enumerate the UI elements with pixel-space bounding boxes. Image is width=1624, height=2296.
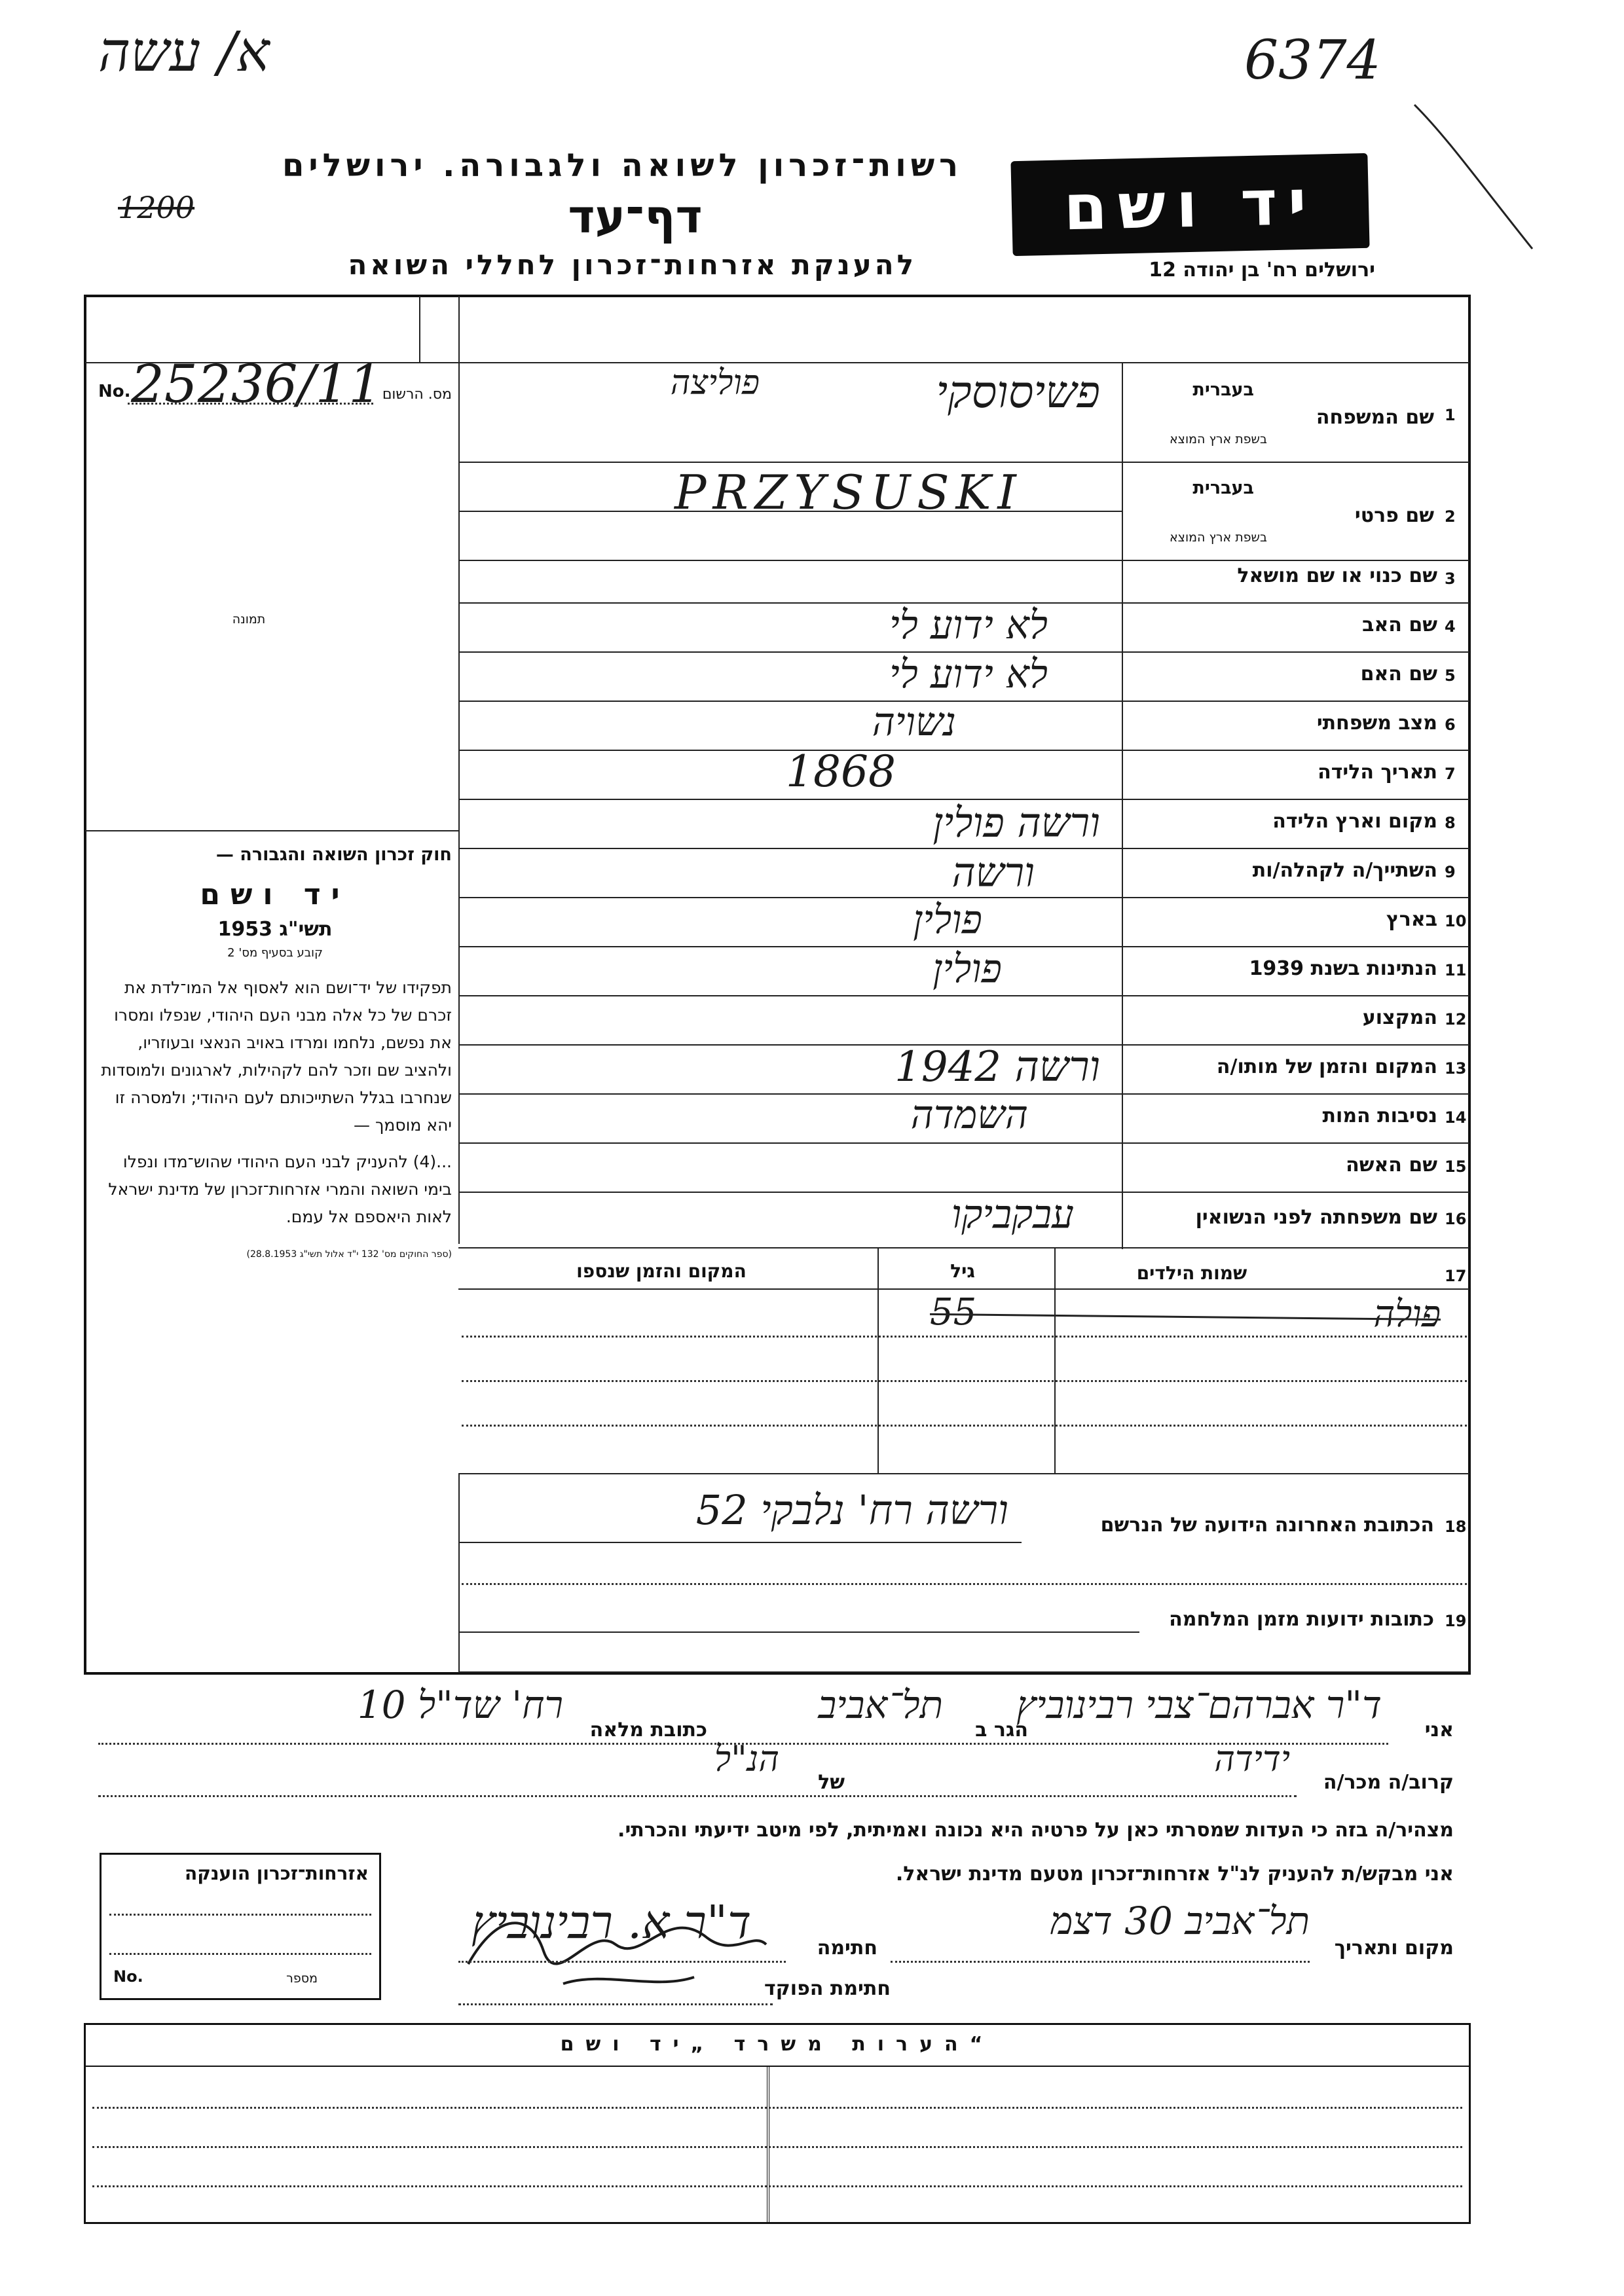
- registration-no-label: No.: [98, 382, 131, 401]
- field-1-value: פשיסוסקי: [936, 367, 1100, 418]
- full-address-label: כתובת מלאה: [589, 1719, 707, 1741]
- field-14-value: השמדה: [910, 1092, 1028, 1138]
- award-box: [100, 1853, 381, 2000]
- field-19-number: 19: [1445, 1612, 1467, 1630]
- field-14-number: 14: [1445, 1108, 1467, 1127]
- law-box: [98, 845, 452, 1260]
- law-paragraph-2: ...(4) להעניק לבני העם היהודי שהוש־מדו ונפלו בימי השואה והמרי אזרחות־זכרון של מדינת ישראל לאות היאספם אל עמם.: [108, 1152, 452, 1226]
- field-11-number: 11: [1445, 961, 1467, 979]
- field-5-number: 5: [1445, 666, 1456, 685]
- top-left-handwriting: א/ עשה: [98, 20, 270, 84]
- law-citation: (ספר החוקים מס' 132 י"ד אלול תשי"ג 28.8.1953): [246, 1249, 452, 1260]
- children-col-age: גיל: [950, 1260, 975, 1282]
- field-17-number: 17: [1445, 1267, 1467, 1285]
- field-7-value: 1868: [786, 746, 896, 797]
- field-9-value: ורשה: [951, 848, 1035, 896]
- field-10-value: פולין: [913, 897, 982, 943]
- field-2-sub: בשפת ארץ המוצא: [1169, 530, 1267, 545]
- struck-number: 1200: [118, 190, 195, 225]
- field-2-number: 2: [1445, 507, 1456, 526]
- registration-label: מס. הרשום: [382, 386, 452, 403]
- field-5-label: שם האם: [1360, 663, 1437, 685]
- field-18-label: הכתובת האחרונה הידועה של הנרשם: [1100, 1514, 1434, 1537]
- place-date-label: מקום ותאריך: [1334, 1937, 1454, 1959]
- of-value: הנ"ל: [714, 1738, 779, 1779]
- award-number-label: מספר: [286, 1971, 318, 1986]
- form-title: דף־עד: [568, 190, 703, 244]
- signature-label: חתימה: [817, 1937, 877, 1959]
- yad-vashem-logo: יד ושם: [1010, 153, 1369, 256]
- field-4-value: לא ידוע לי: [889, 602, 1048, 648]
- field-6-value: נשויה: [872, 699, 956, 745]
- field-13-value: ורשה 1942: [895, 1043, 1100, 1091]
- law-title: חוק זכרון השואה והגבורה —: [215, 845, 452, 865]
- office-notes-title: הערות משרד „יד ושם“: [560, 2033, 995, 2056]
- field-16-value: עבקביקו: [951, 1192, 1074, 1237]
- award-no-label: No.: [113, 1967, 143, 1986]
- field-18-number: 18: [1445, 1518, 1467, 1536]
- authority-name: רשות־זכרון לשואה ולגבורה. ירושלים: [282, 147, 963, 184]
- field-15-number: 15: [1445, 1157, 1467, 1176]
- form-subtitle: להענקת אזרחות־זכרון לחללי השואה: [348, 249, 917, 281]
- field-9-label: השתייך/ה לקהלה/ות: [1252, 859, 1437, 882]
- child-1-name: פולה: [1373, 1293, 1441, 1336]
- declarant-city: תל־אביב: [818, 1683, 943, 1727]
- field-9-number: 9: [1445, 863, 1456, 881]
- field-10-number: 10: [1445, 912, 1467, 930]
- of-label: של: [818, 1771, 845, 1794]
- award-box-title: אזרחות־זכרון הוענקה: [185, 1863, 369, 1884]
- children-col-place: המקום והזמן שנספו: [576, 1260, 747, 1282]
- place-date-value: תל־אביב 30 דצמ: [1050, 1899, 1310, 1943]
- declaration-statement-1: מצהיר/ה בזה כי העדות שמסרתי כאן על פרטיה היא נכונה ואמיתית, לפי מיטב ידיעתי והכרתי.: [618, 1819, 1454, 1842]
- children-col-names: שמות הילדים: [1136, 1262, 1247, 1284]
- field-14-label: נסיבות המות: [1322, 1104, 1437, 1127]
- relative-label: קרוב/ה מכר/ה: [1323, 1771, 1454, 1794]
- top-right-number: 6374: [1244, 29, 1381, 92]
- declaration-ani-label: אני: [1424, 1719, 1454, 1741]
- field-10-label: בארץ: [1386, 908, 1437, 931]
- field-3-number: 3: [1445, 570, 1456, 588]
- field-8-value: ורשה פולין: [932, 799, 1100, 847]
- corner-stroke: [1408, 98, 1539, 255]
- field-7-number: 7: [1445, 765, 1456, 783]
- field-6-number: 6: [1445, 716, 1456, 734]
- declarant-name: ד"ר אברהם־צבי רבינוביץ: [1016, 1683, 1382, 1727]
- registration-number: 25236/11: [131, 354, 382, 414]
- field-1-sub: בשפת ארץ המוצא: [1169, 432, 1267, 446]
- field-11-value: פולין: [932, 946, 1002, 992]
- declaration-statement-2: אני מבקש/ת להעניק לנ"ל אזרחות־זכרון מטעם מדינת ישראל.: [895, 1863, 1454, 1886]
- field-18-value: ורשה רח' נלבקי 52: [695, 1486, 1008, 1534]
- declarant-address: רח' שד"ל 10: [357, 1683, 563, 1727]
- field-3-label: שם כנוי או שם מושאל: [1237, 564, 1437, 587]
- logo-address: ירושלים רח' בן יהודה 12: [1149, 259, 1375, 282]
- field-2-label: שם פרטי: [1354, 504, 1434, 527]
- field-13-number: 13: [1445, 1059, 1467, 1078]
- signature-scrawl: [458, 1886, 773, 2016]
- field-2-value: פוליצה: [670, 363, 760, 403]
- field-16-label: שם משפחתה לפני הנשואין: [1195, 1206, 1437, 1229]
- law-name: יד ושם: [200, 878, 350, 911]
- field-15-label: שם האשה: [1346, 1154, 1437, 1176]
- law-section: קובע בסעיף מס' 2: [227, 946, 323, 960]
- child-1-age: 55: [930, 1291, 977, 1334]
- field-16-number: 16: [1445, 1210, 1467, 1228]
- field-7-label: תאריך הלידה: [1318, 761, 1437, 784]
- official-signature-label: חתימת הפוקד: [764, 1977, 891, 2000]
- field-1-value-origin-language: PRZYSUSKI: [674, 465, 1023, 520]
- law-paragraph-1: תפקידו של יד־ושם הוא לאסוף אל המו־לדת את זכרם של כל אלה מבני העם היהודי, שנפלו ומסרו את נפשם, נלחמו ומרדו באויב הנאצי ובעוזריו, ולהציב שם וזכר להם לקהילות, לארגונים ולמוסדות שנחרבו בגלל השתייכותם לעם היהודי; ולמסרה זו יהא מוסמך —: [101, 978, 452, 1135]
- photo-label: תמונה: [232, 612, 266, 627]
- field-12-number: 12: [1445, 1010, 1467, 1029]
- declarant-signature: ד"ר א. רבינוביץ: [471, 1895, 752, 1949]
- law-year: 1953 תשי"ג: [217, 918, 333, 941]
- field-8-number: 8: [1445, 814, 1456, 832]
- field-6-label: מצב משפחתי: [1316, 712, 1437, 735]
- field-19-label: כתובות ידועות מזמן המלחמה: [1169, 1608, 1434, 1631]
- field-8-label: מקום וארץ הלידה: [1272, 810, 1437, 833]
- field-11-label: הנתינות בשנת 1939: [1249, 957, 1437, 980]
- field-4-label: שם האב: [1362, 613, 1437, 636]
- declaration-resides-label: הגר ב: [975, 1719, 1028, 1741]
- field-4-number: 4: [1445, 617, 1456, 636]
- field-2-tag: בעברית: [1192, 478, 1254, 498]
- field-12-label: המקצוע: [1362, 1006, 1437, 1029]
- field-5-value: לא ידוע לי: [889, 651, 1048, 697]
- field-1-number: 1: [1445, 406, 1456, 424]
- declarant-relation: ידידה: [1214, 1738, 1290, 1779]
- office-notes-box: [84, 2023, 1471, 2224]
- field-13-label: המקום והזמן של מותו/ה: [1216, 1055, 1437, 1078]
- field-1-tag: בעברית: [1192, 380, 1254, 400]
- field-1-label: שם המשפחה: [1316, 406, 1434, 429]
